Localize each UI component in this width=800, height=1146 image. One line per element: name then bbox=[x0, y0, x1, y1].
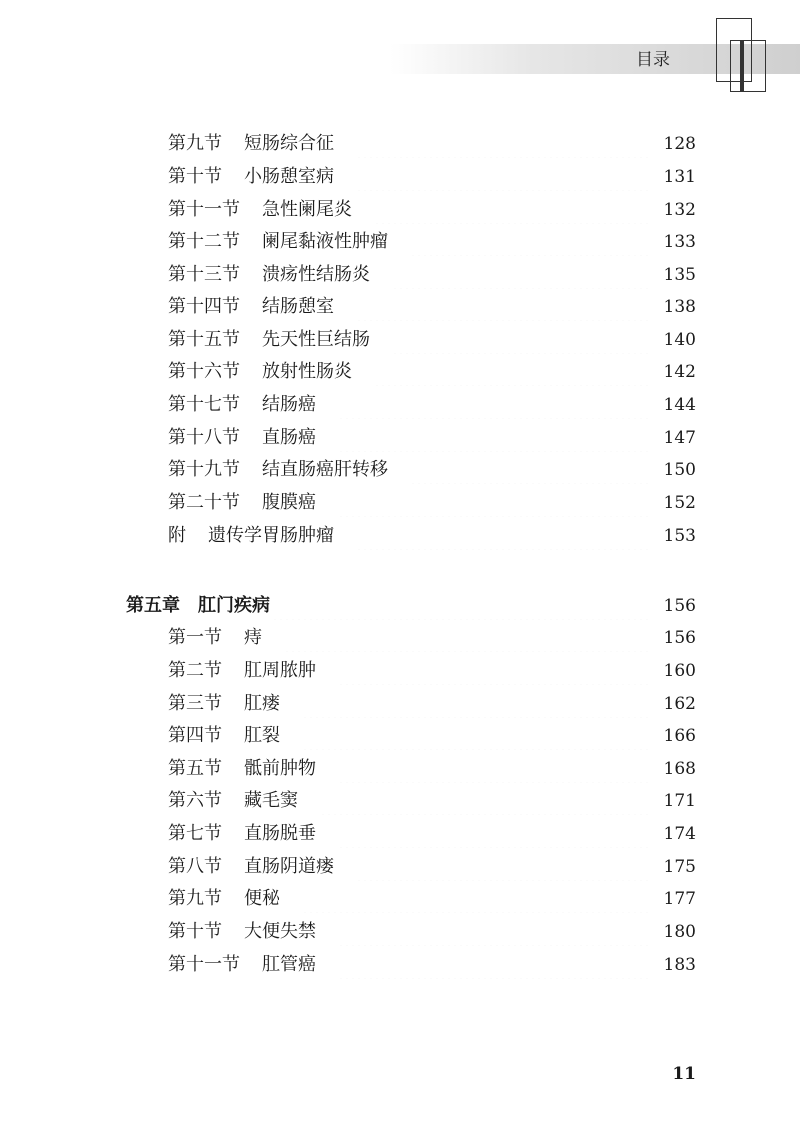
toc-entry-title: 小肠憩室病 bbox=[244, 166, 334, 187]
toc-entry-page: 166 bbox=[663, 726, 696, 746]
toc-entry-label: 第七节 bbox=[168, 823, 222, 844]
toc-entry-label: 第二节 bbox=[168, 660, 222, 681]
dot-leader bbox=[338, 489, 652, 517]
toc-entry-page: 168 bbox=[663, 759, 696, 779]
toc-entry-label: 第十五节 bbox=[168, 329, 240, 350]
toc-entry-title: 结肠癌 bbox=[262, 394, 316, 415]
toc-entry-page: 128 bbox=[663, 134, 696, 154]
toc-entry-title: 骶前肿物 bbox=[244, 758, 316, 779]
toc-entry[interactable] bbox=[168, 456, 696, 484]
dot-leader bbox=[410, 456, 652, 484]
toc-entry-title: 结直肠癌肝转移 bbox=[262, 459, 388, 480]
dot-leader bbox=[302, 722, 652, 750]
toc-entry[interactable] bbox=[168, 130, 696, 158]
toc-entry-label: 第九节 bbox=[168, 888, 222, 909]
toc-entry-label: 第十一节 bbox=[168, 199, 240, 220]
dot-leader bbox=[356, 522, 652, 550]
toc-entry-label: 第八节 bbox=[168, 856, 222, 877]
toc-entry-title: 肛管癌 bbox=[262, 954, 316, 975]
toc-entry-title: 藏毛窦 bbox=[244, 790, 298, 811]
toc-entry-appendix[interactable] bbox=[168, 522, 696, 550]
dot-leader bbox=[374, 196, 652, 224]
toc-entry[interactable] bbox=[168, 326, 696, 354]
dot-leader bbox=[338, 951, 652, 979]
toc-entry[interactable] bbox=[168, 820, 696, 848]
toc-entry-page: 152 bbox=[663, 493, 696, 513]
toc-entry-label: 附 bbox=[168, 525, 186, 546]
toc-entry-page: 183 bbox=[663, 955, 696, 975]
toc-entry-title: 大便失禁 bbox=[244, 921, 316, 942]
toc-entry-title: 痔 bbox=[244, 627, 262, 648]
toc-entry-page: 160 bbox=[663, 661, 696, 681]
dot-leader bbox=[302, 690, 652, 718]
dot-leader bbox=[320, 787, 652, 815]
toc-entry-title: 急性阑尾炎 bbox=[262, 199, 352, 220]
dot-leader bbox=[338, 657, 652, 685]
toc-entry[interactable] bbox=[168, 196, 696, 224]
toc-entry[interactable] bbox=[168, 261, 696, 289]
toc-entry[interactable] bbox=[168, 624, 696, 652]
toc-entry-title: 直肠癌 bbox=[262, 427, 316, 448]
toc-entry-title: 腹膜癌 bbox=[262, 492, 316, 513]
toc-entry-title: 遗传学胃肠肿瘤 bbox=[208, 525, 334, 546]
toc-entry-label: 第四节 bbox=[168, 725, 222, 746]
toc-entry-page: 131 bbox=[663, 167, 696, 187]
dot-leader bbox=[272, 592, 652, 620]
toc-entry[interactable] bbox=[168, 722, 696, 750]
toc-entry-label: 第十二节 bbox=[168, 231, 240, 252]
toc-entry-title: 短肠综合征 bbox=[244, 133, 334, 154]
toc-entry-label: 第十七节 bbox=[168, 394, 240, 415]
dot-leader bbox=[338, 755, 652, 783]
toc-entry-label: 第十一节 bbox=[168, 954, 240, 975]
toc-entry-label: 第九节 bbox=[168, 133, 222, 154]
toc-entry-label: 第十三节 bbox=[168, 264, 240, 285]
dot-leader bbox=[410, 228, 652, 256]
toc-entry-page: 180 bbox=[663, 922, 696, 942]
toc-entry-label: 第十节 bbox=[168, 166, 222, 187]
toc-entry-title: 结肠憩室 bbox=[262, 296, 334, 317]
dot-leader bbox=[338, 424, 652, 452]
toc-entry-page: 144 bbox=[663, 395, 696, 415]
dot-leader bbox=[356, 163, 652, 191]
toc-entry-page: 177 bbox=[663, 889, 696, 909]
toc-entry[interactable] bbox=[168, 918, 696, 946]
toc-entry-page: 140 bbox=[663, 330, 696, 350]
toc-entry-label: 第三节 bbox=[168, 693, 222, 714]
toc-entry-page: 135 bbox=[663, 265, 696, 285]
toc-entry-label: 第五节 bbox=[168, 758, 222, 779]
dot-leader bbox=[356, 130, 652, 158]
toc-entry-label: 第二十节 bbox=[168, 492, 240, 513]
toc-entry-page: 171 bbox=[663, 791, 696, 811]
toc-entry[interactable] bbox=[168, 951, 696, 979]
dot-leader bbox=[338, 391, 652, 419]
dot-leader bbox=[392, 326, 652, 354]
toc-entry-label: 第十八节 bbox=[168, 427, 240, 448]
dot-leader bbox=[284, 624, 652, 652]
toc-entry-title: 放射性肠炎 bbox=[262, 361, 352, 382]
toc-entry[interactable] bbox=[168, 787, 696, 815]
toc-entry[interactable] bbox=[168, 163, 696, 191]
chapter-page: 156 bbox=[663, 596, 696, 616]
toc-entry-label: 第十四节 bbox=[168, 296, 240, 317]
toc-entry[interactable] bbox=[168, 885, 696, 913]
toc-entry-label: 第一节 bbox=[168, 627, 222, 648]
toc-entry-page: 133 bbox=[663, 232, 696, 252]
toc-entry-label: 第十九节 bbox=[168, 459, 240, 480]
chapter-label: 第五章 bbox=[126, 595, 180, 616]
toc-entry-page: 175 bbox=[663, 857, 696, 877]
dot-leader bbox=[302, 885, 652, 913]
toc-entry-title: 肛周脓肿 bbox=[244, 660, 316, 681]
toc-entry-page: 162 bbox=[663, 694, 696, 714]
toc-entry-title: 先天性巨结肠 bbox=[262, 329, 370, 350]
toc-entry-page: 156 bbox=[663, 628, 696, 648]
toc-entry-page: 147 bbox=[663, 428, 696, 448]
toc-entry[interactable] bbox=[168, 489, 696, 517]
dot-leader bbox=[338, 820, 652, 848]
toc-entry[interactable] bbox=[168, 228, 696, 256]
toc-entry-title: 肛瘘 bbox=[244, 693, 280, 714]
toc-entry-page: 142 bbox=[663, 362, 696, 382]
toc-entry[interactable] bbox=[168, 358, 696, 386]
toc-entry-title: 便秘 bbox=[244, 888, 280, 909]
toc-entry-label: 第十节 bbox=[168, 921, 222, 942]
toc-entry[interactable] bbox=[168, 391, 696, 419]
chapter-title: 肛门疾病 bbox=[198, 595, 270, 616]
toc-entry-page: 174 bbox=[663, 824, 696, 844]
toc-entry[interactable] bbox=[168, 424, 696, 452]
toc-entry[interactable] bbox=[168, 853, 696, 881]
toc-entry-page: 138 bbox=[663, 297, 696, 317]
toc-entry-page: 150 bbox=[663, 460, 696, 480]
dot-leader bbox=[338, 918, 652, 946]
toc-entry-title: 直肠阴道瘘 bbox=[244, 856, 334, 877]
toc-entry-title: 溃疡性结肠炎 bbox=[262, 264, 370, 285]
dot-leader bbox=[374, 358, 652, 386]
dot-leader bbox=[356, 853, 652, 881]
toc-entry[interactable] bbox=[168, 293, 696, 321]
toc-entry-title: 阑尾黏液性肿瘤 bbox=[262, 231, 388, 252]
dot-leader bbox=[392, 261, 652, 289]
page-number: 11 bbox=[672, 1064, 696, 1084]
toc-entry-label: 第六节 bbox=[168, 790, 222, 811]
toc-entry-title: 肛裂 bbox=[244, 725, 280, 746]
toc-entry-page: 132 bbox=[663, 200, 696, 220]
toc-chapter-entry[interactable] bbox=[126, 592, 696, 620]
toc-entry[interactable] bbox=[168, 657, 696, 685]
toc-entry[interactable] bbox=[168, 755, 696, 783]
toc-entry[interactable] bbox=[168, 690, 696, 718]
toc-entry-title: 直肠脱垂 bbox=[244, 823, 316, 844]
toc-entry-label: 第十六节 bbox=[168, 361, 240, 382]
dot-leader bbox=[356, 293, 652, 321]
running-header-title: 目录 bbox=[636, 50, 670, 70]
toc-entry-page: 153 bbox=[663, 526, 696, 546]
